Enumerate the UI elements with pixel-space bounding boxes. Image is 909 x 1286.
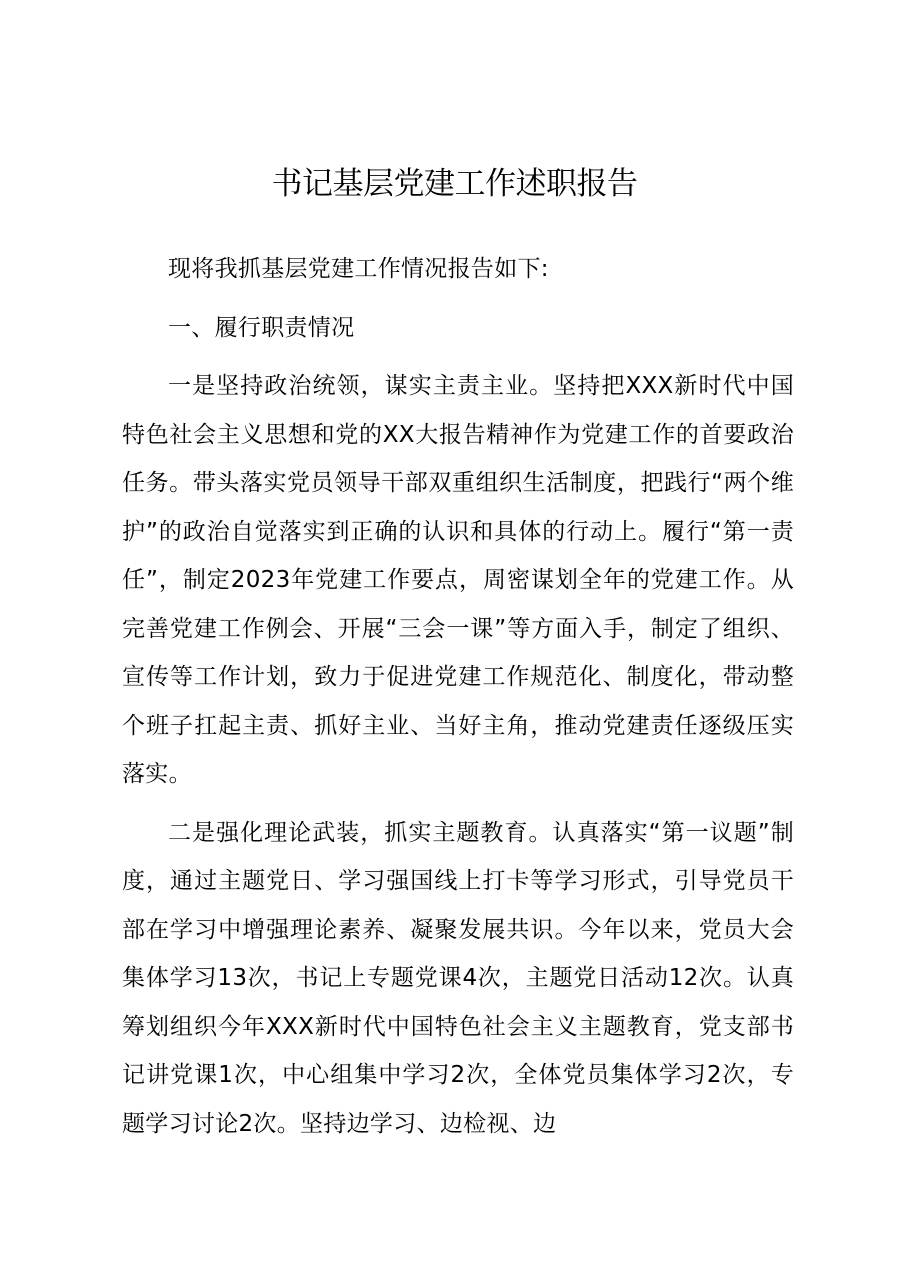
body-paragraph: 二是强化理论武装，抓实主题教育。认真落实“第一议题”制度，通过主题党日、学习强国线上打卡等学习形式，引导党员干部在学习中增强理论素养、凝聚发展共识。今年以来，党员大会集体学习13次，书记上专题党课4次，主题党日活动12次。认真筹划组织今年XXX新时代中国特色社会主义主题教育，党支部书记讲党课1次，中心组集中学习2次，全体党员集体学习2次，专题学习讨论2次。坚持边学习、边检视、边 [122,819,794,1137]
body-paragraph: 一是坚持政治统领，谋实主责主业。坚持把XXX新时代中国特色社会主义思想和党的XX大报告精神作为党建工作的首要政治任务。带头落实党员领导干部双重组织生活制度，把践行“两个维护”的政治自觉落实到正确的认识和具体的行动上。履行“第一责任”，制定2023年党建工作要点，周密谋划全年的党建工作。从完善党建工作例会、开展“三会一课”等方面入手，制定了组织、宣传等工作计划，致力于促进党建工作规范化、制度化，带动整个班子扛起主责、抓好主业、当好主角，推动党建责任逐级压实落实。 [122,373,794,787]
document-body [122,245,794,1148]
document-title: 书记基层党建工作述职报告 [271,166,638,202]
intro-paragraph: 现将我抓基层党建工作情况报告如下: [168,256,549,282]
section-heading: 一、履行职责情况 [168,314,355,341]
